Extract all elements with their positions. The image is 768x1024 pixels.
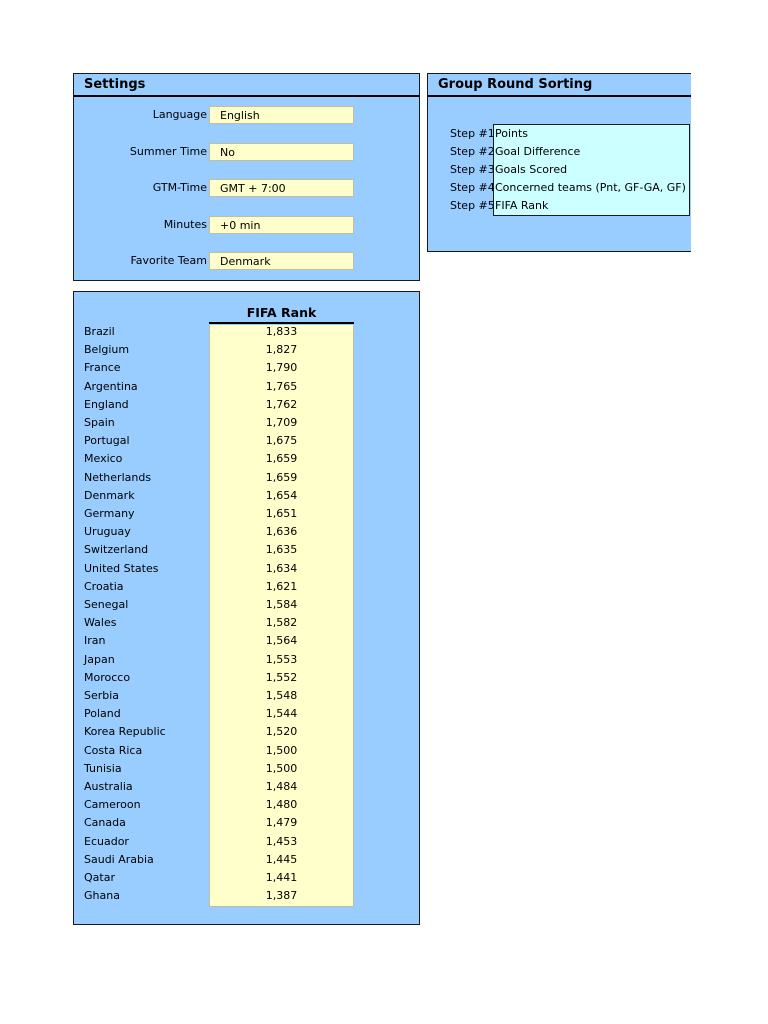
team-name: Ecuador: [84, 834, 129, 848]
step-label: Step #2: [450, 145, 495, 158]
fifa-rank-value[interactable]: 1,479: [265, 816, 298, 830]
fifa-rank-value[interactable]: 1,500: [265, 743, 298, 757]
team-name: Iran: [84, 634, 106, 648]
fifa-rank-value[interactable]: 1,500: [265, 761, 298, 775]
team-name: Poland: [84, 707, 121, 721]
fifa-rank-value[interactable]: 1,453: [265, 834, 298, 848]
fifa-rank-value[interactable]: 1,675: [265, 434, 298, 448]
team-name: Croatia: [84, 579, 124, 593]
step-value[interactable]: Concerned teams (Pnt, GF-GA, GF): [495, 181, 686, 194]
table-row: [74, 560, 419, 578]
fifa-rank-value[interactable]: 1,544: [265, 707, 298, 721]
fifa-rank-value[interactable]: 1,833: [265, 325, 298, 338]
step-label: Step #3: [450, 163, 495, 176]
table-row: [74, 396, 419, 414]
fifa-rank-value[interactable]: 1,827: [265, 343, 298, 357]
fifa-rank-value[interactable]: 1,445: [265, 852, 298, 866]
table-row: [74, 705, 419, 723]
team-name: Serbia: [84, 689, 120, 702]
fifa-rank-value[interactable]: 1,582: [265, 616, 298, 630]
minutes-field[interactable]: +0 min: [209, 216, 354, 234]
team-name: Denmark: [84, 488, 135, 502]
settings-title: Settings: [74, 74, 419, 97]
team-name: Switzerland: [84, 543, 149, 557]
step-label: Step #1: [450, 127, 495, 140]
fifa-rank-panel: [73, 291, 420, 925]
fifa-rank-value[interactable]: 1,552: [265, 670, 298, 684]
table-row: [74, 796, 419, 814]
sorting-step-row: [450, 161, 689, 179]
table-row: [74, 505, 419, 523]
table-row: [74, 359, 419, 377]
fifa-rank-value[interactable]: 1,584: [265, 598, 298, 611]
table-row: [74, 487, 419, 505]
team-name: Costa Rica: [84, 743, 143, 757]
table-row: [74, 723, 419, 741]
team-name: Ghana: [84, 889, 120, 903]
favorite-team-field[interactable]: Denmark: [209, 252, 354, 270]
step-label: Step #5: [450, 199, 495, 212]
step-value[interactable]: Goal Difference: [495, 145, 581, 158]
table-row: [74, 833, 419, 851]
team-name: Japan: [84, 652, 115, 666]
team-name: Netherlands: [84, 470, 152, 484]
team-name: United States: [84, 561, 159, 575]
fifa-rank-value[interactable]: 1,553: [265, 652, 298, 666]
gtm-time-field[interactable]: GMT + 7:00: [209, 179, 354, 197]
table-row: [74, 742, 419, 760]
fifa-rank-value[interactable]: 1,636: [265, 525, 298, 539]
fifa-rank-value[interactable]: 1,441: [265, 871, 298, 884]
table-row: [74, 450, 419, 468]
group-round-sorting-panel: [427, 73, 691, 252]
fifa-rank-value[interactable]: 1,762: [265, 397, 298, 411]
step-value[interactable]: Goals Scored: [495, 163, 568, 176]
table-row: [74, 596, 419, 614]
team-name: France: [84, 361, 121, 375]
sorting-step-row: [450, 125, 689, 143]
fifa-rank-value[interactable]: 1,621: [265, 579, 298, 593]
table-row: [74, 814, 419, 832]
team-name: Uruguay: [84, 525, 131, 539]
table-row: [74, 341, 419, 359]
fifa-rank-value[interactable]: 1,709: [265, 416, 298, 429]
step-label: Step #4: [450, 181, 495, 194]
table-row: [74, 378, 419, 396]
setting-row-favorite-team: [74, 252, 419, 272]
gtm-time-label: GTM-Time: [152, 181, 207, 194]
table-row: [74, 851, 419, 869]
fifa-rank-value[interactable]: 1,765: [265, 379, 298, 393]
setting-row-language: [74, 106, 419, 126]
fifa-rank-value[interactable]: 1,480: [265, 798, 298, 812]
sorting-steps-box: [450, 124, 690, 216]
team-name: Argentina: [84, 379, 138, 393]
table-row: [74, 523, 419, 541]
setting-row-summer-time: [74, 143, 419, 163]
team-name: Australia: [84, 780, 133, 793]
team-name: Portugal: [84, 434, 130, 448]
table-row: [74, 632, 419, 650]
fifa-rank-value[interactable]: 1,659: [265, 470, 298, 484]
sorting-step-row: [450, 143, 689, 161]
sorting-step-row: [450, 179, 689, 197]
minutes-label: Minutes: [163, 218, 207, 231]
table-row: [74, 323, 419, 341]
team-name: Canada: [84, 816, 126, 830]
step-value[interactable]: FIFA Rank: [495, 199, 549, 212]
table-row: [74, 578, 419, 596]
fifa-rank-value[interactable]: 1,635: [265, 543, 298, 557]
fifa-rank-value[interactable]: 1,520: [265, 725, 298, 739]
favorite-team-label: Favorite Team: [130, 254, 207, 267]
fifa-rank-value[interactable]: 1,659: [265, 452, 298, 466]
fifa-rank-value[interactable]: 1,651: [265, 507, 298, 520]
sorting-step-row: [450, 197, 689, 215]
team-name: Saudi Arabia: [84, 852, 154, 866]
fifa-rank-value[interactable]: 1,564: [265, 634, 298, 648]
team-name: Cameroon: [84, 798, 141, 812]
team-name: Mexico: [84, 452, 123, 466]
team-name: Spain: [84, 416, 115, 429]
table-row: [74, 414, 419, 432]
table-row: [74, 778, 419, 796]
summer-time-field[interactable]: No: [209, 143, 354, 161]
team-name: Morocco: [84, 670, 131, 684]
table-row: [74, 760, 419, 778]
team-name: Wales: [84, 616, 117, 630]
team-name: England: [84, 397, 129, 411]
team-name: Senegal: [84, 598, 129, 611]
team-name: Tunisia: [84, 761, 122, 775]
fifa-rank-header: FIFA Rank: [209, 305, 354, 324]
setting-row-gtm-time: [74, 179, 419, 199]
table-row: [74, 669, 419, 687]
team-name: Belgium: [84, 343, 130, 357]
team-name: Korea Republic: [84, 725, 166, 739]
language-label: Language: [152, 108, 207, 121]
table-row: [74, 687, 419, 705]
settings-panel: [73, 73, 420, 281]
setting-row-minutes: [74, 216, 419, 236]
summer-time-label: Summer Time: [129, 145, 207, 158]
step-value[interactable]: Points: [495, 127, 529, 140]
sorting-title: Group Round Sorting: [428, 74, 691, 97]
table-row: [74, 887, 419, 905]
fifa-rank-value[interactable]: 1,387: [265, 889, 298, 903]
fifa-rank-value[interactable]: 1,654: [265, 488, 298, 502]
fifa-rank-value[interactable]: 1,484: [265, 780, 298, 793]
table-row: [74, 541, 419, 559]
fifa-rank-value[interactable]: 1,548: [265, 689, 298, 702]
table-row: [74, 651, 419, 669]
team-name: Germany: [84, 507, 135, 520]
fifa-rank-value[interactable]: 1,790: [265, 361, 298, 375]
team-name: Brazil: [84, 325, 115, 338]
fifa-rank-value[interactable]: 1,634: [265, 561, 298, 575]
table-row: [74, 432, 419, 450]
team-name: Qatar: [84, 871, 115, 884]
table-row: [74, 614, 419, 632]
table-row: [74, 469, 419, 487]
table-row: [74, 869, 419, 887]
language-field[interactable]: English: [209, 106, 354, 124]
